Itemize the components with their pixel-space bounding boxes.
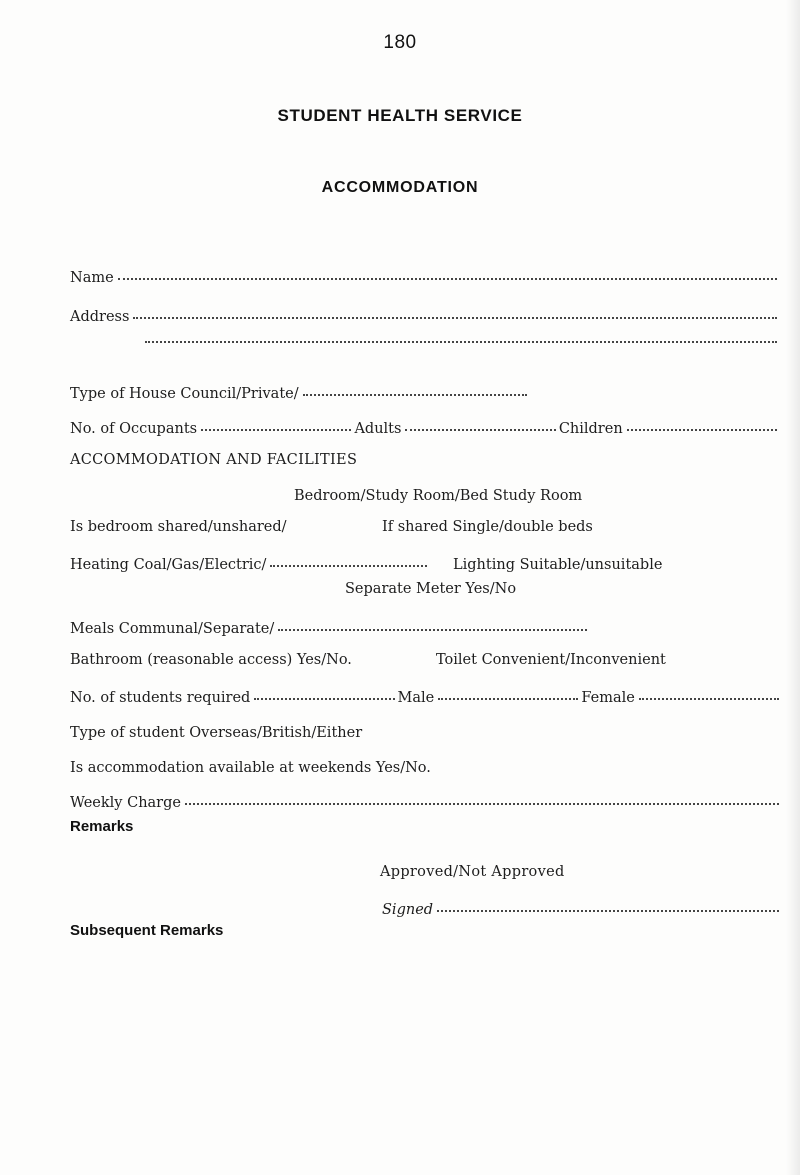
page-number: 180	[383, 32, 417, 53]
room-types: Bedroom/Study Room/Bed Study Room	[294, 488, 583, 504]
adults-field[interactable]	[405, 429, 555, 431]
facilities-heading: ACCOMMODATION AND FACILITIES	[70, 452, 358, 468]
heating-label: Heating Coal/Gas/Electric/	[70, 557, 267, 573]
weekly-charge-label: Weekly Charge	[70, 795, 181, 811]
student-type: Type of student Overseas/British/Either	[70, 725, 363, 741]
subsequent-remarks-heading: Subsequent Remarks	[70, 922, 224, 939]
bathroom: Bathroom (reasonable access) Yes/No.	[70, 652, 352, 668]
address-row-2	[145, 343, 780, 367]
female-field[interactable]	[639, 698, 779, 700]
lighting: Lighting Suitable/unsuitable	[453, 557, 663, 573]
toilet: Toilet Convenient/Inconvenient	[436, 652, 666, 668]
meals-label: Meals Communal/Separate/	[70, 621, 275, 637]
children-label: Children	[558, 421, 623, 437]
address-field-line1[interactable]	[133, 317, 777, 319]
bedroom-shared: Is bedroom shared/unshared/	[70, 519, 287, 535]
occupants-field[interactable]	[201, 429, 351, 431]
address-row	[70, 305, 780, 329]
house-type-row	[70, 382, 530, 406]
house-type-label: Type of House Council/Private/	[70, 386, 299, 402]
meals-field[interactable]	[278, 629, 587, 631]
occupants-label: No. of Occupants	[70, 421, 198, 437]
weekends-availability: Is accommodation available at weekends Yes/No.	[70, 760, 431, 776]
form-subtitle: ACCOMMODATION	[321, 179, 479, 196]
signature-field[interactable]	[437, 910, 779, 912]
meals-row	[70, 617, 590, 641]
name-row	[70, 266, 780, 290]
male-field[interactable]	[438, 698, 578, 700]
signed-row	[382, 898, 782, 922]
students-required-label: No. of students required	[70, 690, 251, 706]
form-title: STUDENT HEALTH SERVICE	[277, 106, 523, 125]
male-label: Male	[397, 690, 435, 706]
page-edge-shadow	[786, 0, 800, 1175]
house-type-field[interactable]	[303, 394, 527, 396]
remarks-heading: Remarks	[70, 818, 134, 835]
weekly-charge-row	[70, 791, 782, 815]
address-label: Address	[70, 309, 130, 325]
weekly-charge-field[interactable]	[185, 803, 779, 805]
approval-status: Approved/Not Approved	[380, 864, 565, 880]
name-label: Name	[70, 270, 114, 286]
children-field[interactable]	[627, 429, 777, 431]
heating-row	[70, 553, 430, 577]
female-label: Female	[581, 690, 635, 706]
occupants-row	[70, 417, 780, 441]
students-required-row	[70, 686, 782, 710]
address-field-line2[interactable]	[145, 341, 777, 343]
students-required-field[interactable]	[254, 698, 394, 700]
signed-label: Signed	[382, 902, 434, 918]
adults-label: Adults	[354, 421, 402, 437]
if-shared: If shared Single/double beds	[382, 519, 593, 535]
name-field[interactable]	[118, 278, 777, 280]
heating-field[interactable]	[270, 565, 427, 567]
separate-meter: Separate Meter Yes/No	[345, 581, 517, 597]
